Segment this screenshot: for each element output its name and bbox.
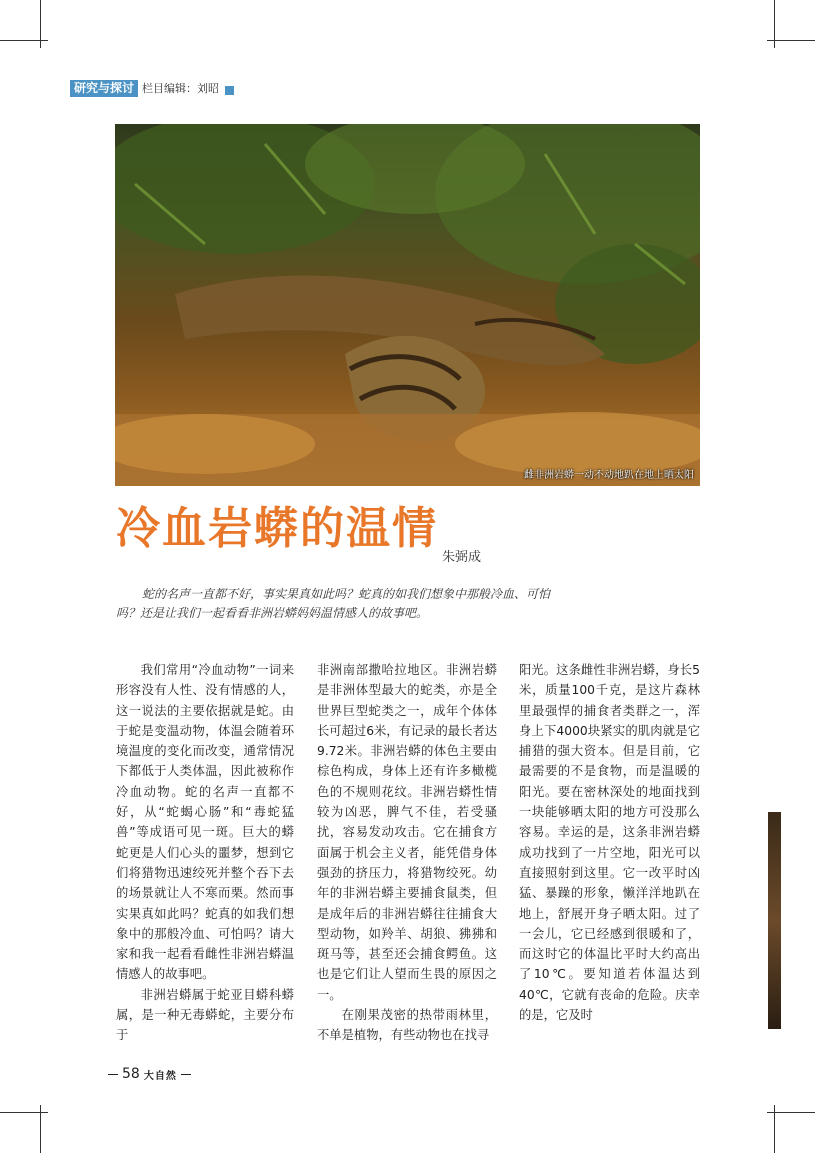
section-header — [70, 80, 234, 97]
crop-mark-bottom-right — [767, 1105, 815, 1153]
editor-line: 栏目编辑：刘昭 — [142, 82, 220, 95]
section-tag: 研究与探讨 — [70, 80, 138, 97]
body-column-3 — [519, 660, 700, 1025]
magazine-name: 大自然 — [143, 1070, 177, 1082]
side-image-strip — [768, 812, 781, 1029]
paragraph: 阳光。这条雌性非洲岩蟒，身长5米，质量100千克，是这片森林里最强悍的捕食者类群之一，浑身上下4000块紧实的肌肉就是它捕猎的强大资本。但是目前，它最需要的不是食物，而是温暖的阳光。要在密林深处的地面找到一块能够晒太阳的地方可没那么容易。幸运的是，这条非洲岩蟒成功找到了一片空地，阳光可以直接照射到这里。它一改平时凶猛、暴躁的形象，懒洋洋地趴在地上，舒展开身子晒太阳。过了一会儿，它已经感到很暖和了，而这时它的体温比平时大约高出了10℃。要知道若体温达到40℃，它就有丧命的危险。庆幸的是，它及时 — [519, 663, 700, 1023]
body-column-1 — [116, 660, 294, 1046]
paragraph: 非洲岩蟒属于蛇亚目蟒科蟒属，是一种无毒蟒蛇，主要分布于 — [116, 987, 294, 1043]
article-lead: 蛇的名声一直都不好，事实果真如此吗？蛇真的如我们想象中那般冷血、可怕吗？还是让我们一起看看非洲岩蟒妈妈温情感人的故事吧。 — [116, 587, 551, 620]
paragraph: 非洲南部撒哈拉地区。非洲岩蟒是非洲体型最大的蛇类，亦是全世界巨型蛇类之一，成年个体体长可超过6米，有记录的最长者达9.72米。非洲岩蟒的体色主要由棕色构成，身体上还有许多橄榄色的不规则花纹。非洲岩蟒性情较为凶恶，脾气不佳，若受骚扰，容易发动攻击。它在捕食方面属于机会主义者，能凭借身体强劲的挤压力，将猎物绞死。幼年的非洲岩蟒主要捕食鼠类，但是成年后的非洲岩蟒往往捕食大型动物，如羚羊、胡狼、狒狒和斑马等，甚至还会捕食鳄鱼。这也是它们让人望而生畏的原因之一。 — [317, 663, 497, 1002]
section-square-icon — [225, 86, 234, 95]
crop-mark-top-left — [0, 0, 48, 48]
body-column-2 — [317, 660, 497, 1046]
python-photo — [115, 124, 700, 486]
paragraph: 在刚果茂密的热带雨林里，不单是植物，有些动物也在找寻 — [317, 1008, 497, 1043]
crop-mark-top-right — [767, 0, 815, 48]
paragraph: 我们常用“冷血动物”一词来形容没有人性、没有情感的人，这一说法的主要依据就是蛇。由于蛇是变温动物，体温会随着环境温度的变化而改变，通常情况下都低于人类体温，因此被称作冷血动物。蛇的名声一直都不好，从“蛇蝎心肠”和“毒蛇猛兽”等成语可见一斑。巨大的蟒蛇更是人们心头的噩梦，想到它们将猎物迅速绞死并整个吞下去的场景就让人不寒而栗。然而事实果真如此吗？蛇真的如我们想象中的那般冷血、可怕吗？请大家和我一起看看雌性非洲岩蟒温情感人的故事吧。 — [116, 663, 294, 982]
article-title: 冷血岩蟒的温情 — [116, 503, 438, 554]
python-photo-illustration — [115, 124, 700, 486]
photo-caption: 雌非洲岩蟒一动不动地趴在地上晒太阳 — [524, 470, 694, 481]
page-footer — [104, 1066, 195, 1082]
footer-dash — [181, 1074, 191, 1075]
page-number: 58 — [122, 1066, 140, 1082]
article-author: 朱弼成 — [442, 550, 482, 565]
footer-dash — [108, 1074, 118, 1075]
crop-mark-bottom-left — [0, 1105, 48, 1153]
